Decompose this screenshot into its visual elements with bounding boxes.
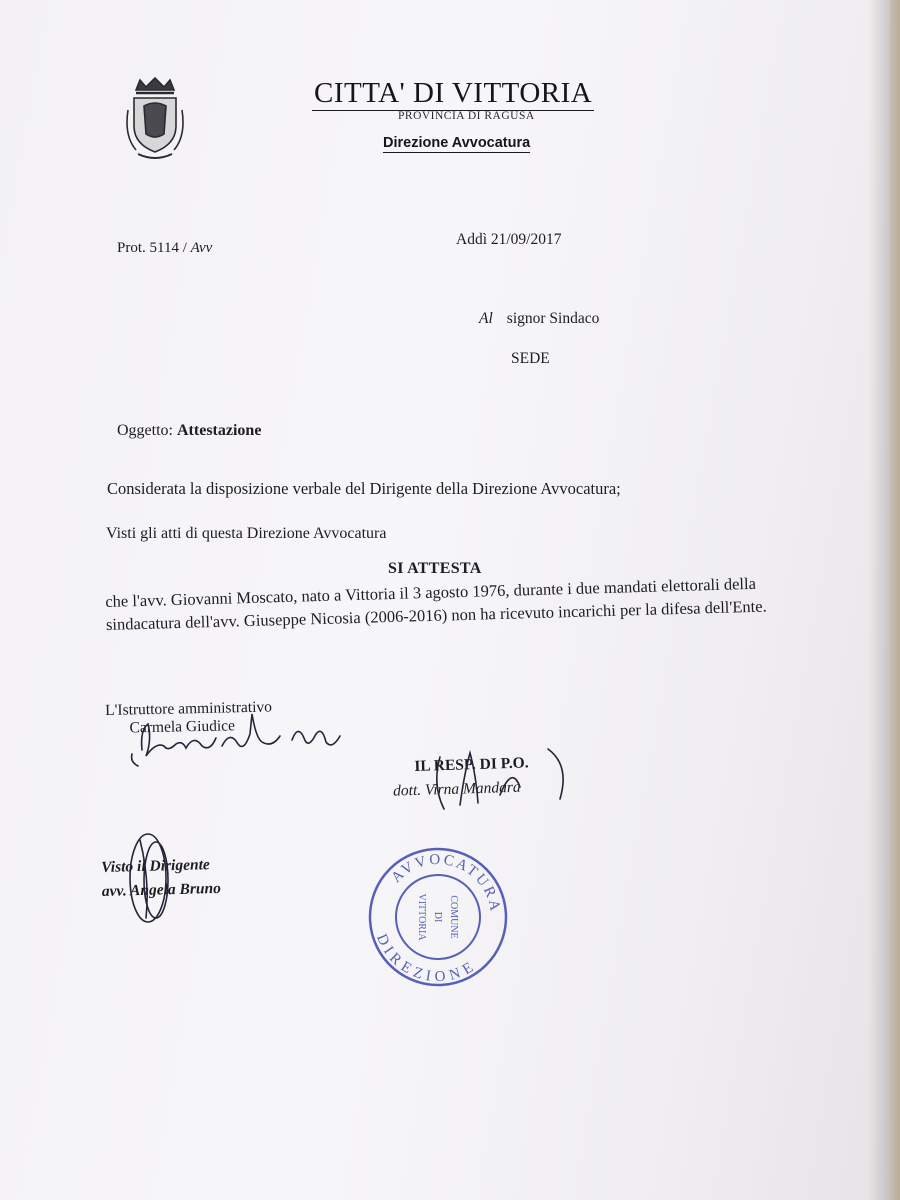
stamp-inner-3: VITTORIA xyxy=(416,893,427,941)
page-edge-shadow xyxy=(868,0,900,1200)
protocol-suffix: Avv xyxy=(190,240,213,256)
stamp-text-bottom: DIREZIONE xyxy=(373,931,479,986)
istruttore-signature xyxy=(112,690,352,780)
dirigente-signature xyxy=(110,820,220,930)
resp-name: dott. Virna Mandarà xyxy=(392,778,521,800)
body-paragraph-2: Visti gli atti di questa Direzione Avvocatura xyxy=(106,525,387,542)
dirigente-role: Visto il Dirigente xyxy=(101,856,211,876)
recipient-line xyxy=(479,310,599,328)
stamp-inner-1: COMUNE xyxy=(448,895,459,939)
istruttore-name: Carmela Giudice xyxy=(129,717,236,737)
letter-date: Addì 21/09/2017 xyxy=(456,231,562,248)
protocol-number xyxy=(117,240,212,257)
recipient-prefix: Al xyxy=(479,310,493,327)
city-crest-icon xyxy=(122,76,188,162)
resp-signature xyxy=(420,735,580,815)
resp-role: IL RESP. DI P.O. xyxy=(414,754,529,775)
body-paragraph-1: Considerata la disposizione verbale del Dirigente della Direzione Avvocatura; xyxy=(107,479,621,498)
city-title: CITTA' DI VITTORIA xyxy=(314,77,593,109)
subject-label: Oggetto: xyxy=(117,422,173,439)
recipient-name: signor Sindaco xyxy=(506,310,600,327)
department-label: Direzione Avvocatura xyxy=(383,135,531,151)
subject-line xyxy=(117,422,261,440)
attestation-heading: SI ATTESTA xyxy=(388,560,482,577)
recipient-place: SEDE xyxy=(511,350,550,367)
subject-value: Attestazione xyxy=(177,422,262,439)
istruttore-role: L'Istruttore amministrativo xyxy=(105,698,273,719)
stamp-text-top: AVVOCATURA xyxy=(388,851,504,915)
stamp-inner-2: DI xyxy=(432,911,443,923)
dirigente-name: avv. Angela Bruno xyxy=(101,879,222,900)
office-stamp xyxy=(363,842,513,992)
province-label: PROVINCIA DI RAGUSA xyxy=(398,110,535,122)
protocol-text: Prot. 5114 / xyxy=(117,240,187,256)
attestation-text: che l'avv. Giovanni Moscato, nato a Vittoria il 3 agosto 1976, durante i due mandati elettorali della sindacatura dell'avv. Giuseppe Nicosia (2006-2016) non ha ricevuto incarichi per la difesa dell'Ente. xyxy=(105,573,767,634)
